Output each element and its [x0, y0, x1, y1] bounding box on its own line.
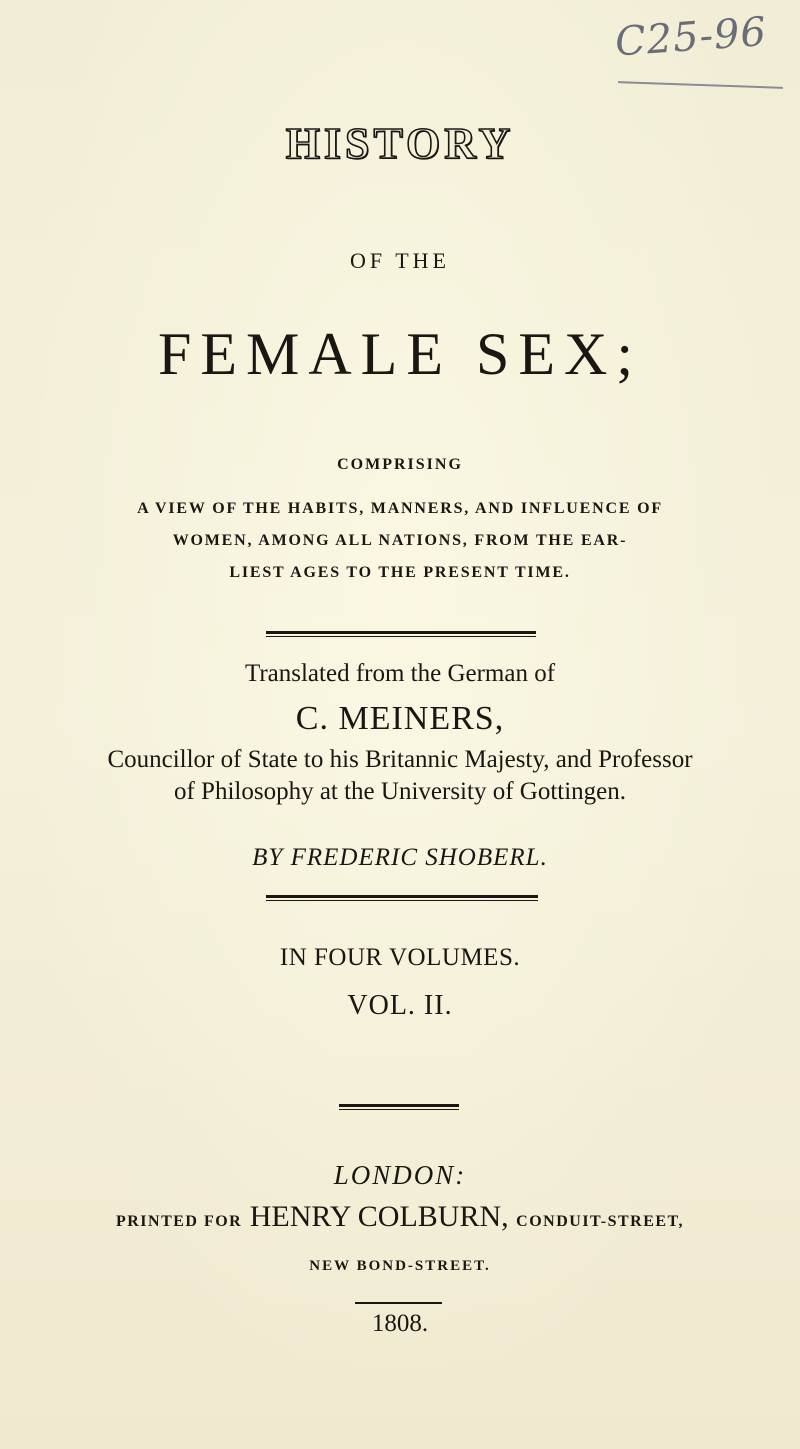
- title-of-the: OF THE: [350, 248, 450, 273]
- handwritten-shelfmark: C25-96: [613, 9, 769, 66]
- comprising-label: COMPRISING: [337, 456, 463, 473]
- divider-rule: [355, 1302, 442, 1304]
- divider-rule: [339, 1104, 459, 1107]
- author-description-line-1: Councillor of State to his Britannic Majesty, and Professor: [107, 746, 693, 773]
- translated-from: Translated from the German of: [244, 660, 556, 687]
- author-name: C. MEINERS,: [295, 700, 505, 737]
- divider-rule-thin: [339, 1109, 459, 1110]
- subtitle-line-2: WOMEN, AMONG ALL NATIONS, FROM THE EAR-: [172, 532, 628, 549]
- subtitle-line-1: A VIEW OF THE HABITS, MANNERS, AND INFLUENCE OF: [137, 500, 663, 517]
- divider-rule-thin: [266, 900, 538, 901]
- volume-count: IN FOUR VOLUMES.: [279, 944, 521, 971]
- divider-rule: [266, 631, 536, 634]
- shelfmark-underline: [618, 81, 783, 89]
- divider-rule: [266, 895, 538, 898]
- imprint-printer-line: [0, 1200, 800, 1234]
- imprint-city: LONDON:: [333, 1160, 467, 1190]
- publisher-street: CONDUIT-STREET,: [516, 1213, 685, 1230]
- publication-year: 1808.: [371, 1310, 429, 1337]
- subtitle-line-3: LIEST AGES TO THE PRESENT TIME.: [229, 564, 571, 581]
- title-female-sex: FEMALE SEX;: [157, 321, 643, 387]
- title-history: HISTORY: [285, 119, 515, 168]
- divider-rule-thin: [266, 636, 536, 637]
- printed-for-label: PRINTED FOR: [115, 1213, 243, 1230]
- publisher-street-2: NEW BOND-STREET.: [309, 1258, 491, 1274]
- translator-credit: BY FREDERIC SHOBERL.: [252, 844, 548, 871]
- author-description-line-2: of Philosophy at the University of Gottingen.: [173, 778, 627, 805]
- volume-number: VOL. II.: [347, 990, 453, 1021]
- publisher-name: HENRY COLBURN,: [249, 1200, 509, 1233]
